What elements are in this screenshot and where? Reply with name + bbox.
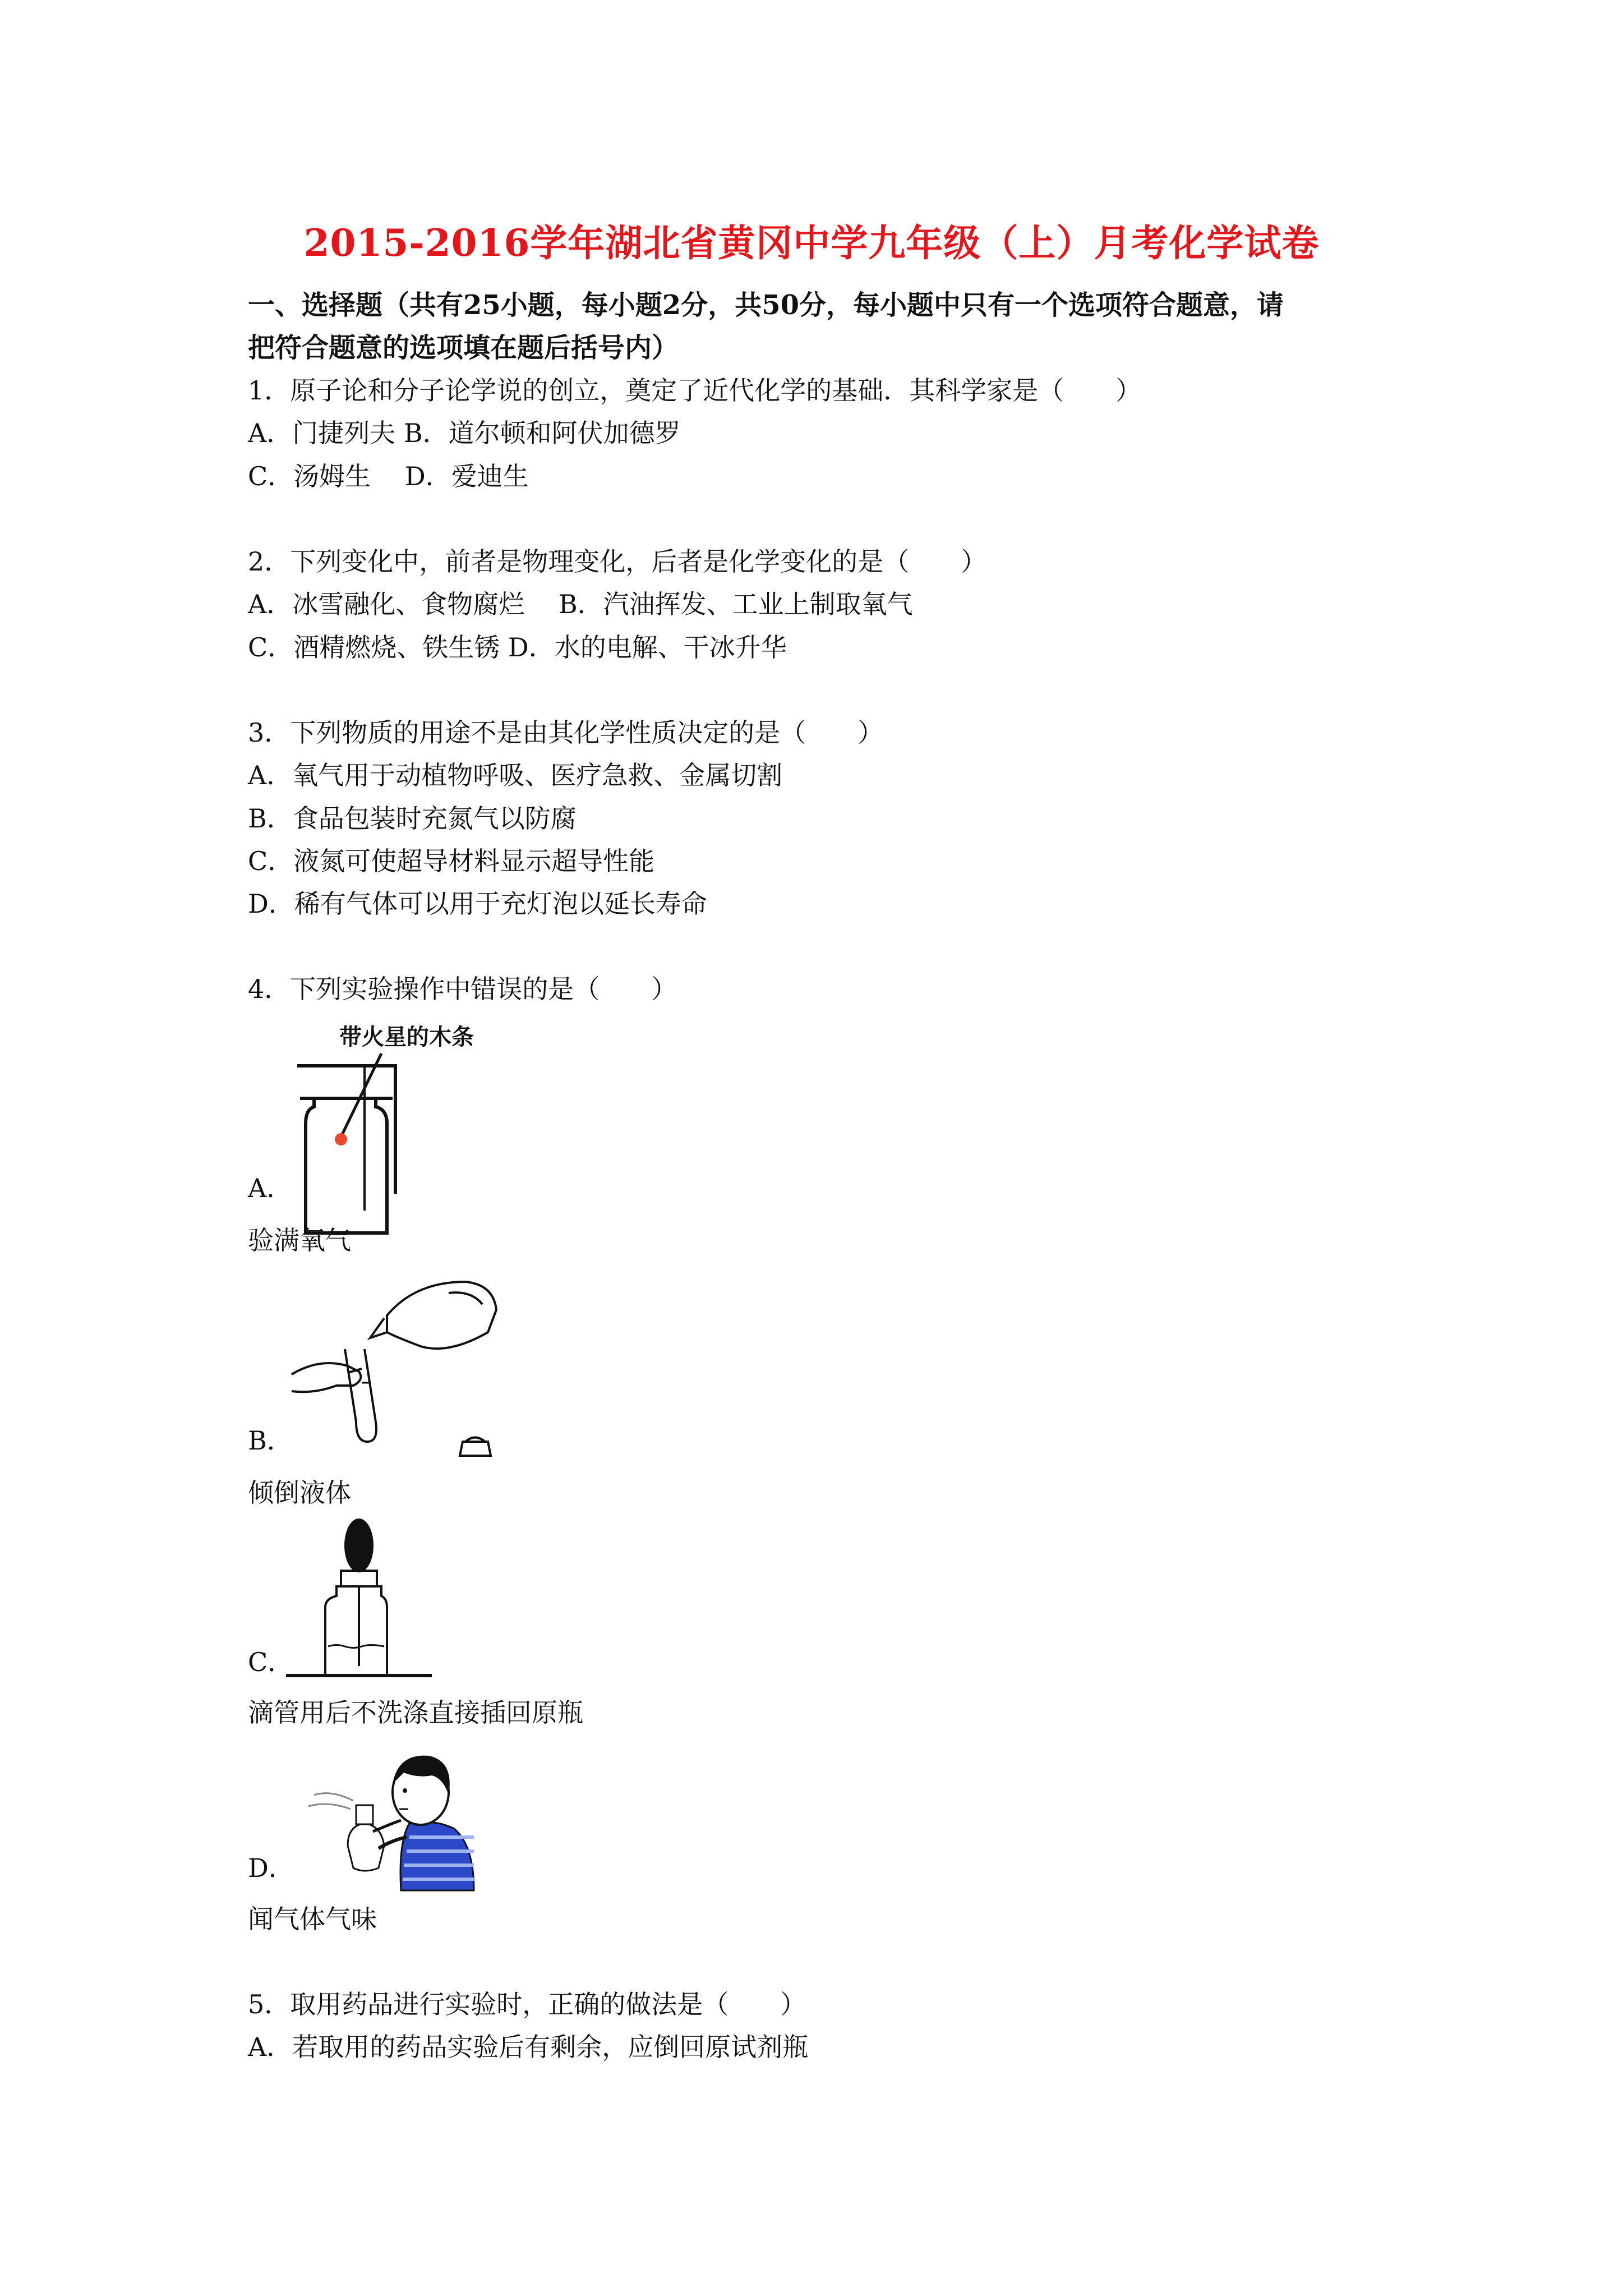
splint-label: 带火星的木条: [339, 1024, 474, 1050]
q4-option-c-caption: 滴管用后不洗涤直接插回原瓶: [248, 1697, 583, 1728]
q4-option-b-letter: B．: [248, 1425, 293, 1456]
q1-stem: 1．原子论和分子论学说的创立，奠定了近代化学的基础．其科学家是（ ）: [248, 375, 1142, 406]
q3-option-a: A．氧气用于动植物呼吸、医疗急救、金属切割: [248, 760, 783, 790]
section-heading-line1: 一、选择题（共有25小题，每小题2分，共50分，每小题中只有一个选项符合题意，请: [248, 289, 1284, 321]
q4-stem: 4．下列实验操作中错误的是（ ）: [248, 974, 677, 1004]
q3-option-b: B．食品包装时充氮气以防腐: [248, 803, 577, 834]
dropper-bulb-icon: [344, 1519, 374, 1572]
q4-option-b-caption: 倾倒液体: [248, 1478, 351, 1508]
dropper-bottle-drawing: [286, 1571, 432, 1676]
pouring-liquid-figure: [280, 1271, 516, 1473]
q4-option-d-letter: D．: [248, 1853, 294, 1883]
q4-option-a-caption: 验满氧气: [248, 1225, 351, 1255]
q5-option-a: A．若取用的药品实验后有剩余，应倒回原试剂瓶: [248, 2032, 809, 2062]
smelling-gas-figure: [280, 1739, 516, 1896]
oxygen-bottle-figure: [280, 1020, 516, 1244]
q4-option-a-letter: A．: [248, 1173, 293, 1203]
q3-option-d: D．稀有气体可以用于充灯泡以延长寿命: [248, 889, 707, 919]
q3-option-c: C．液氮可使超导材料显示超导性能: [248, 846, 655, 876]
pouring-drawing: [292, 1282, 496, 1456]
gas-bottle-drawing: [297, 1053, 395, 1233]
page-title: 2015-2016学年湖北省黄冈中学九年级（上）月考化学试卷: [303, 221, 1320, 265]
q1-options-row2: C．汤姆生 D．爱迪生: [248, 461, 529, 491]
q3-stem: 3．下列物质的用途不是由其化学性质决定的是（ ）: [248, 717, 884, 748]
dropper-bottle-figure: [280, 1517, 516, 1686]
q2-stem: 2．下列变化中，前者是物理变化，后者是化学变化的是（ ）: [248, 546, 987, 577]
boy-drawing: [308, 1756, 474, 1890]
q4-option-c-letter: C．: [248, 1647, 294, 1677]
q5-stem: 5．取用药品进行实验时，正确的做法是（ ）: [248, 1989, 806, 2019]
q1-options-row1: A．门捷列夫 B．道尔顿和阿伏加德罗: [248, 418, 681, 448]
section-heading-line2: 把符合题意的选项填在题后括号内）: [248, 332, 679, 364]
q4-option-d-caption: 闻气体气味: [248, 1904, 377, 1934]
glowing-tip-icon: [335, 1133, 347, 1145]
q2-options-row1: A．冰雪融化、食物腐烂 B．汽油挥发、工业上制取氧气: [248, 589, 913, 619]
q2-options-row2: C．酒精燃烧、铁生锈 D．水的电解、干冰升华: [248, 632, 787, 662]
